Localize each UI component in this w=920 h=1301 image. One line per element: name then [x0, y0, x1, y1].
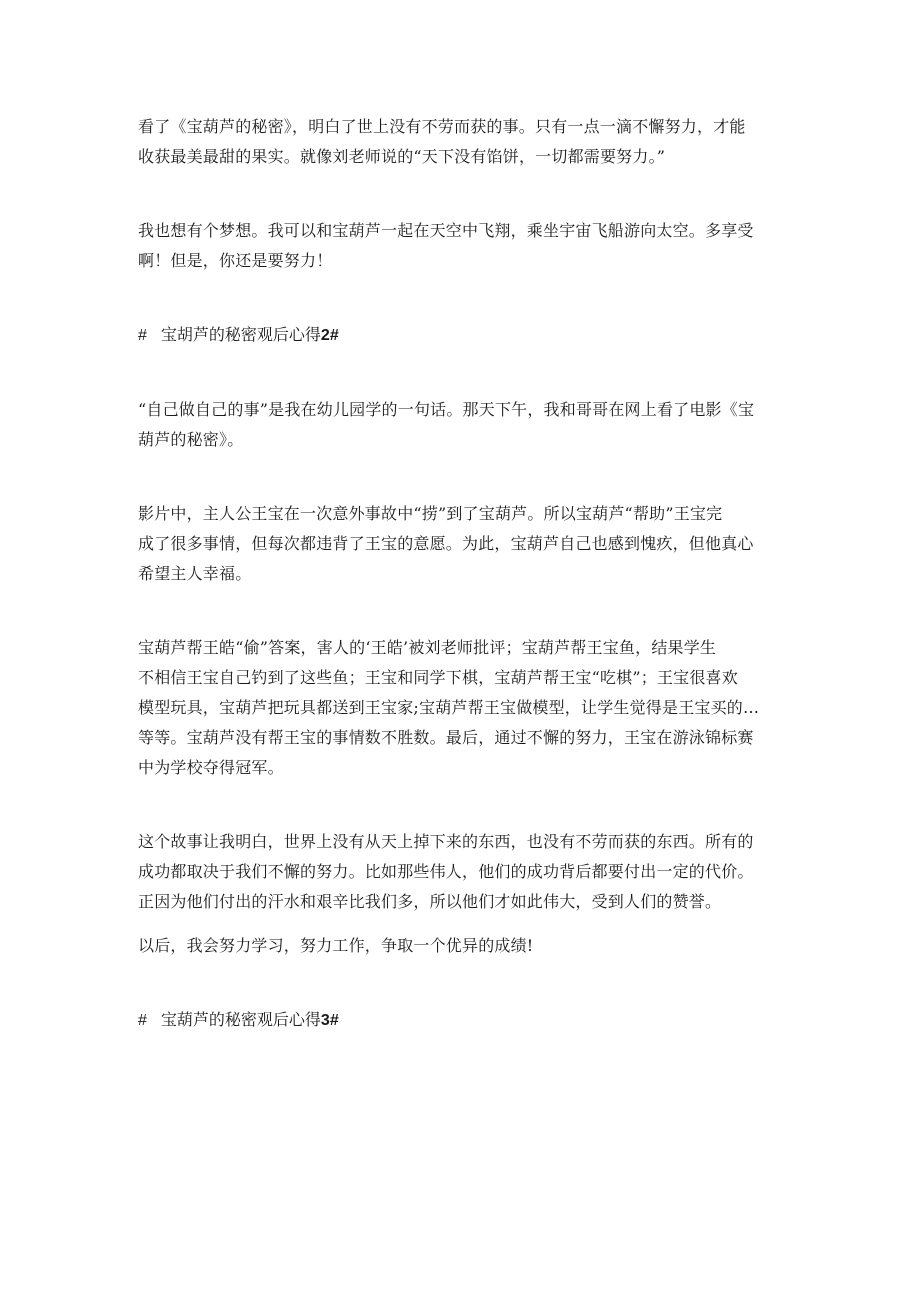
heading-number: 2# — [320, 327, 339, 344]
paragraph-line: 我也想有个梦想。我可以和宝葫芦一起在天空中飞翔，乘坐宇宙飞船游向太空。多享受 — [138, 221, 754, 240]
paragraph — [138, 931, 790, 961]
heading-hash: # — [138, 327, 147, 344]
spacer — [138, 783, 790, 827]
paragraph-line: 收获最美最甜的果实。就像刘老师说的“天下没有馅饼，一切都需要努力。” — [138, 147, 666, 166]
heading-title: 宝葫芦的秘密观后心得 — [160, 1010, 321, 1029]
paragraph — [138, 827, 790, 917]
paragraph — [138, 499, 790, 589]
paragraph-line: 啊！但是，你还是要努力！ — [138, 251, 333, 270]
spacer — [138, 455, 790, 499]
paragraph-line: “自己做自己的事”是我在幼儿园学的一句话。那天下午，我和哥哥在网上看了电影《宝 — [138, 400, 755, 419]
paragraph — [138, 633, 790, 783]
paragraph-line: 以后，我会努力学习，努力工作，争取一个优异的成绩! — [138, 936, 534, 955]
paragraph-line: 希望主人幸福。 — [138, 564, 252, 583]
spacer — [138, 276, 790, 320]
spacer — [138, 589, 790, 633]
spacer — [138, 172, 790, 216]
heading-number: 3# — [320, 1012, 339, 1029]
document-page — [138, 112, 790, 1036]
paragraph — [138, 216, 790, 276]
section-heading-3 — [138, 1005, 790, 1036]
paragraph-line: 正因为他们付出的汗水和艰辛比我们多，所以他们才如此伟大，受到人们的赞誉。 — [138, 892, 722, 911]
paragraph-line: 宝葫芦帮王皓“偷”答案，害人的‘王皓’被刘老师批评；宝葫芦帮王宝鱼，结果学生 — [138, 638, 717, 657]
paragraph-line: 中为学校夺得冠军。 — [138, 758, 284, 777]
paragraph-line: 成功都取决于我们不懈的努力。比如那些伟人，他们的成功背后都要付出一定的代价。 — [138, 862, 754, 881]
spacer — [138, 917, 790, 931]
paragraph-line: 模型玩具，宝葫芦把玩具都送到王宝家;宝葫芦帮王宝做模型，让学生觉得是王宝买的… — [138, 698, 760, 717]
paragraph — [138, 112, 790, 172]
paragraph-line: 看了《宝葫芦的秘密》，明白了世上没有不劳而获的事。只有一点一滴不懈努力，才能 — [138, 117, 746, 136]
paragraph — [138, 395, 790, 455]
paragraph-line: 成了很多事情，但每次都违背了王宝的意愿。为此，宝葫芦自己也感到愧疚，但他真心 — [138, 534, 754, 553]
paragraph-line: 这个故事让我明白，世界上没有从天上掉下来的东西，也没有不劳而获的东西。所有的 — [138, 832, 754, 851]
paragraph-line: 葫芦的秘密》。 — [138, 430, 244, 449]
spacer — [138, 351, 790, 395]
paragraph-line: 影片中，主人公王宝在一次意外事故中“捞”到了宝葫芦。所以宝葫芦“帮助”王宝完 — [138, 504, 723, 523]
heading-hash: # — [138, 1012, 147, 1029]
spacer — [138, 961, 790, 1005]
heading-title: 宝胡芦的秘密观后心得 — [160, 325, 321, 344]
paragraph-line: 不相信王宝自己钓到了这些鱼；王宝和同学下棋，宝葫芦帮王宝“吃棋”；王宝很喜欢 — [138, 668, 738, 687]
section-heading-2 — [138, 320, 790, 351]
paragraph-line: 等等。宝葫芦没有帮王宝的事情数不胜数。最后，通过不懈的努力，王宝在游泳锦标赛 — [138, 728, 754, 747]
